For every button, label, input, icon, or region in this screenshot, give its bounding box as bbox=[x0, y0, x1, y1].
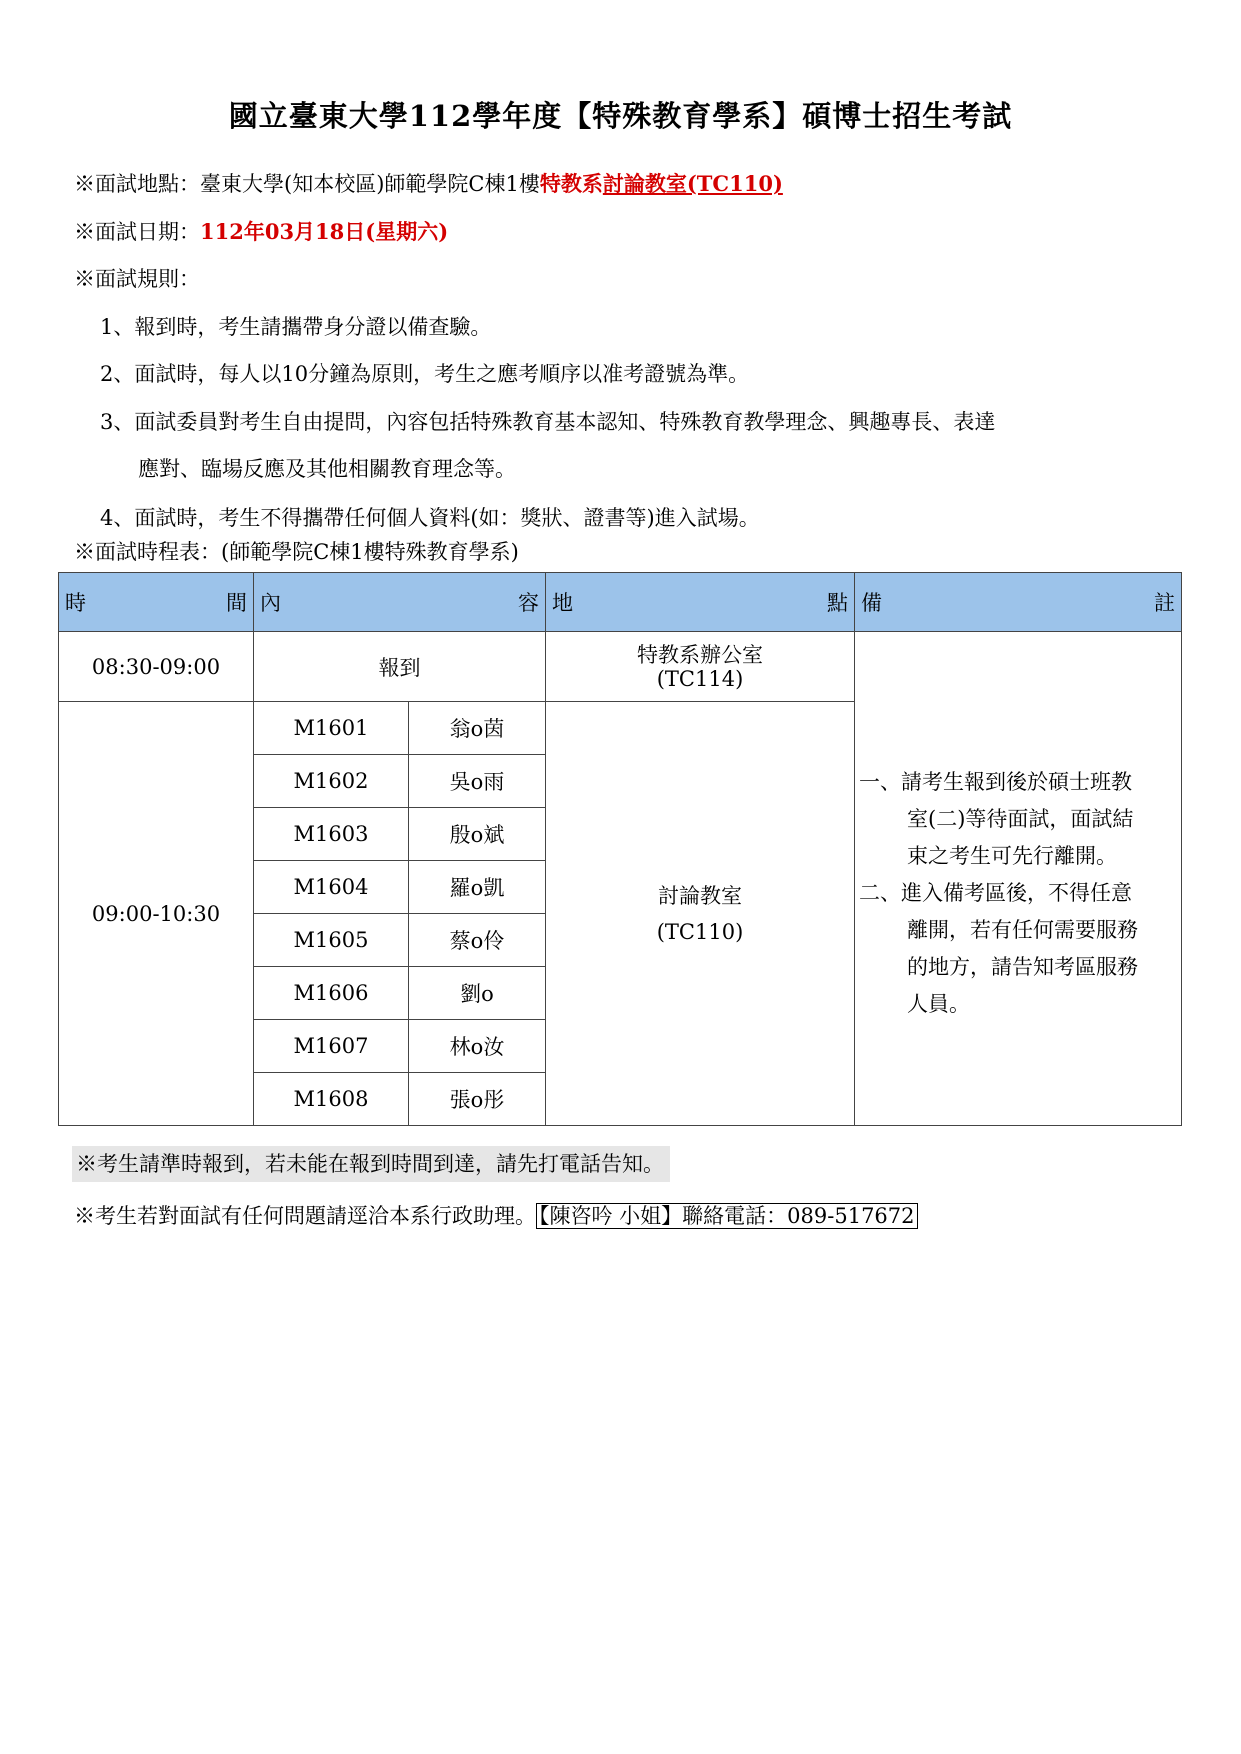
rule-item: 2、面試時，每人以10分鐘為原則，考生之應考順序以准考證號為準。 bbox=[100, 362, 750, 386]
candidate-name: 蔡o伶 bbox=[409, 914, 546, 967]
header-content: 內 容 bbox=[254, 573, 546, 632]
header-place: 地 點 bbox=[546, 573, 855, 632]
schedule-table bbox=[58, 572, 1182, 1126]
rule-item: 1、報到時，考生請攜帶身分證以備查驗。 bbox=[100, 315, 492, 339]
candidate-name: 張o彤 bbox=[409, 1073, 546, 1126]
checkin-time: 08:30-09:00 bbox=[59, 632, 254, 702]
candidate-id: M1603 bbox=[254, 808, 409, 861]
rules-heading: ※面試規則： bbox=[74, 267, 200, 291]
candidate-id: M1605 bbox=[254, 914, 409, 967]
location-dept: 特教系 bbox=[539, 171, 603, 196]
checkin-place: 特教系辦公室 (TC114) bbox=[546, 632, 855, 702]
candidate-name: 劉o bbox=[409, 967, 546, 1020]
candidate-id: M1606 bbox=[254, 967, 409, 1020]
contact-info: 【陳咨吟 小姐】聯絡電話：089-517672 bbox=[536, 1203, 918, 1229]
candidate-name: 林o汝 bbox=[409, 1020, 546, 1073]
interview-place: 討論教室 (TC110) bbox=[546, 702, 855, 1126]
candidate-id: M1601 bbox=[254, 702, 409, 755]
candidate-id: M1602 bbox=[254, 755, 409, 808]
location-room: 討論教室(TC110) bbox=[602, 171, 783, 196]
contact-line bbox=[74, 1200, 918, 1232]
arrival-notice: ※考生請準時報到，若未能在報到時間到達，請先打電話告知。 bbox=[72, 1146, 670, 1182]
candidate-name: 殷o斌 bbox=[409, 808, 546, 861]
candidate-name: 翁o茵 bbox=[409, 702, 546, 755]
location-line bbox=[74, 168, 783, 198]
candidate-name: 吳o雨 bbox=[409, 755, 546, 808]
schedule-heading: ※面試時程表：(師範學院C棟1樓特殊教育學系) bbox=[74, 540, 519, 564]
rule-item: 4、面試時，考生不得攜帶任何個人資料(如：獎狀、證書等)進入試場。 bbox=[100, 506, 760, 530]
date-value: 112年03月18日(星期六) bbox=[200, 219, 449, 244]
note-item: 一、請考生報到後於碩士班教 室(二)等待面試，面試結 束之考生可先行離開。 bbox=[859, 770, 1134, 868]
location-prefix: ※面試地點：臺東大學(知本校區)師範學院C棟1樓 bbox=[74, 172, 540, 196]
table-header-row bbox=[59, 573, 1182, 632]
interview-time: 09:00-10:30 bbox=[59, 702, 254, 1126]
candidate-id: M1607 bbox=[254, 1020, 409, 1073]
candidate-name: 羅o凱 bbox=[409, 861, 546, 914]
note-item: 二、進入備考區後，不得任意 離開，若有任何需要服務 的地方，請告知考區服務 人員。 bbox=[859, 881, 1138, 1016]
header-notes: 備 註 bbox=[855, 573, 1182, 632]
contact-prefix: ※考生若對面試有任何問題請逕洽本系行政助理。 bbox=[74, 1204, 536, 1228]
notes-cell bbox=[855, 632, 1182, 1126]
candidate-id: M1608 bbox=[254, 1073, 409, 1126]
page-title: 國立臺東大學112學年度【特殊教育學系】碩博士招生考試 bbox=[228, 99, 1013, 133]
header-time: 時 間 bbox=[59, 573, 254, 632]
checkin-content: 報到 bbox=[254, 632, 546, 702]
candidate-id: M1604 bbox=[254, 861, 409, 914]
rule-item-continued: 應對、臨場反應及其他相關教育理念等。 bbox=[138, 457, 516, 481]
table-row-checkin bbox=[59, 632, 1182, 702]
date-line bbox=[74, 216, 448, 246]
rule-item: 3、面試委員對考生自由提問，內容包括特殊教育基本認知、特殊教育教學理念、興趣專長、表達 bbox=[100, 410, 996, 434]
date-prefix: ※面試日期： bbox=[74, 220, 200, 244]
notes-list bbox=[855, 764, 1181, 1023]
